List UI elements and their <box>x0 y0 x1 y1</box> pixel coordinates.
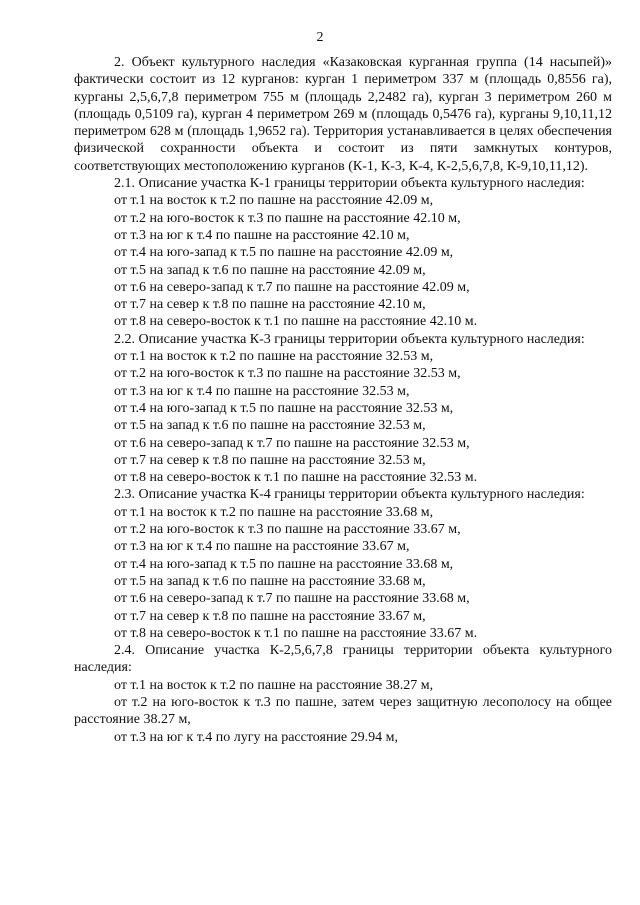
boundary-segment-line: от т.6 на северо-запад к т.7 по пашне на расстояние 42.09 м, <box>114 279 470 295</box>
boundary-segment-line: от т.6 на северо-запад к т.7 по пашне на расстояние 33.68 м, <box>114 591 470 607</box>
intro-paragraph: 2. Объект культурного наследия «Казаковская курганная группа (14 насыпей)» фактически состоит из 12 курганов: курган 1 периметром 337 м (площадь 0,8556 га), курганы 2,5,6,7,8 периметром 755 м (площадь 2,2482 га), курган 3 периметром 260 м (площадь 0,5109 га), курган 4 периметром 269 м (площадь 0,5476 га), курганы 9,10,11,12 периметром 628 м (площадь 1,9652 га). Территория устанавливается в целях обеспечения физической сохранности объекта и состоит из пяти замкнутых контуров, соответствующих местоположению курганов (К-1, К-3, К-4, К-2,5,6,7,8, К-9,10,11,12). <box>74 55 612 174</box>
boundary-segment-line: от т.4 на юго-запад к т.5 по пашне на расстояние 33.68 м, <box>114 556 454 572</box>
section-title: 2.2. Описание участка К-3 границы территории объекта культурного наследия: <box>114 331 585 347</box>
boundary-segment-line: от т.3 на юг к т.4 по лугу на расстояние 29.94 м, <box>114 729 399 745</box>
boundary-section <box>74 642 612 746</box>
section-title: 2.1. Описание участка К-1 границы территории объекта культурного наследия: <box>114 176 585 192</box>
boundary-segment-line: от т.5 на запад к т.6 по пашне на расстояние 33.68 м, <box>114 573 426 589</box>
boundary-segment-line: от т.8 на северо-восток к т.1 по пашне на расстояние 33.67 м. <box>114 625 478 641</box>
boundary-segment-line: от т.4 на юго-запад к т.5 по пашне на расстояние 42.09 м, <box>114 245 454 261</box>
boundary-segment-line: от т.2 на юго-восток к т.3 по пашне на расстояние 32.53 м, <box>114 366 461 382</box>
boundary-segment-line: от т.5 на запад к т.6 по пашне на расстояние 32.53 м, <box>114 418 426 434</box>
boundary-segment-line: от т.7 на север к т.8 по пашне на расстояние 33.67 м, <box>114 608 426 624</box>
boundary-segment-line: от т.2 на юго-восток к т.3 по пашне, затем через защитную лесополосу на общее расстояние 38.27 м, <box>74 694 612 728</box>
boundary-segment-line: от т.1 на восток к т.2 по пашне на расстояние 32.53 м, <box>114 349 434 365</box>
boundary-segment-line: от т.3 на юг к т.4 по пашне на расстояние 33.67 м, <box>114 539 410 555</box>
boundary-segment-line: от т.8 на северо-восток к т.1 по пашне на расстояние 42.10 м. <box>114 314 478 330</box>
boundary-segment-line: от т.1 на восток к т.2 по пашне на расстояние 33.68 м, <box>114 504 434 520</box>
boundary-segment-line: от т.1 на восток к т.2 по пашне на расстояние 42.09 м, <box>114 193 434 209</box>
boundary-segment-line: от т.7 на север к т.8 по пашне на расстояние 42.10 м, <box>114 297 426 313</box>
boundary-segment-line: от т.2 на юго-восток к т.3 по пашне на расстояние 42.10 м, <box>114 210 461 226</box>
boundary-section <box>74 175 612 331</box>
boundary-segment-line: от т.3 на юг к т.4 по пашне на расстояние 42.10 м, <box>114 227 410 243</box>
page-number: 2 <box>316 30 324 45</box>
boundary-section <box>74 331 612 487</box>
boundary-segment-line: от т.1 на восток к т.2 по пашне на расстояние 38.27 м, <box>114 677 434 693</box>
section-title: 2.3. Описание участка К-4 границы территории объекта культурного наследия: <box>114 487 585 503</box>
boundary-segment-line: от т.5 на запад к т.6 по пашне на расстояние 42.09 м, <box>114 262 426 278</box>
boundary-segment-line: от т.3 на юг к т.4 по пашне на расстояние 32.53 м, <box>114 383 410 399</box>
document-body <box>74 54 612 746</box>
boundary-segment-line: от т.7 на север к т.8 по пашне на расстояние 32.53 м, <box>114 452 426 468</box>
boundary-segment-line: от т.6 на северо-запад к т.7 по пашне на расстояние 32.53 м, <box>114 435 470 451</box>
boundary-segment-line: от т.4 на юго-запад к т.5 по пашне на расстояние 32.53 м, <box>114 400 454 416</box>
boundary-section <box>74 486 612 642</box>
section-title: 2.4. Описание участка К-2,5,6,7,8 границы территории объекта культурного наследия: <box>74 643 612 676</box>
sections-container <box>74 175 612 746</box>
boundary-segment-line: от т.2 на юго-восток к т.3 по пашне на расстояние 33.67 м, <box>114 522 461 538</box>
boundary-segment-line: от т.8 на северо-восток к т.1 по пашне на расстояние 32.53 м. <box>114 470 478 486</box>
